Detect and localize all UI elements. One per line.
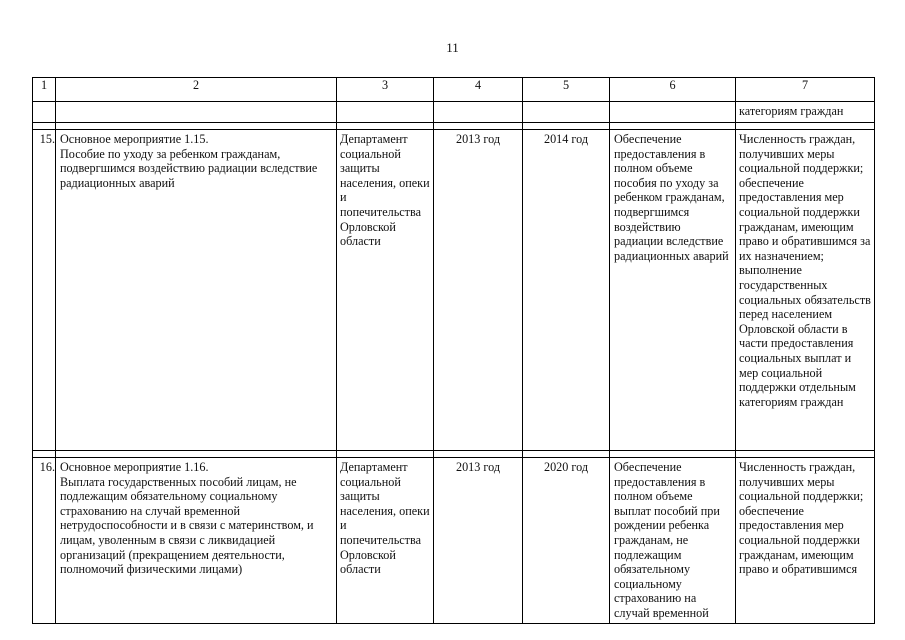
col-header-6: 6 <box>610 78 736 102</box>
continuation-row <box>33 102 875 123</box>
page-number: 11 <box>446 40 459 55</box>
expected-result: Обеспечение предоставления в полном объеме выплат пособий при рождении ребенка гражданам, не подлежащим обязательному социальному страхованию на случай временной <box>614 460 720 620</box>
col-header-3: 3 <box>337 78 434 102</box>
row-number: 15. <box>39 132 55 146</box>
program-table <box>32 77 875 624</box>
activity-title: Основное мероприятие 1.15. <box>60 132 209 146</box>
gap-row <box>33 451 875 458</box>
row-number: 16. <box>39 460 55 474</box>
col-header-4: 4 <box>434 78 523 102</box>
activity-description: Пособие по уходу за ребенком гражданам, подвергшимся воздействию радиации вследствие радиационных аварий <box>60 146 318 190</box>
indicator: Численность граждан, получивших меры социальной поддержки; обеспечение предоставления мер социальной поддержки гражданам, имеющим право и обратившимся <box>739 460 864 577</box>
activity-title: Основное мероприятие 1.16. <box>60 460 209 474</box>
continuation-text: категориям граждан <box>739 104 844 118</box>
indicator: Численность граждан, получивших меры социальной поддержки; обеспечение предоставления мер социальной поддержки гражданам, имеющим право и обратившимся за их назначением; выполнение государственных социальных обязательств перед населением Орловской области в части предоставления социальных выплат и мер социальной поддержки отдельным категориям граждан <box>739 132 871 409</box>
table-row <box>33 130 875 451</box>
start-year: 2013 год <box>455 132 501 146</box>
start-year: 2013 год <box>455 460 501 474</box>
executor: Департамент социальной защиты населения, опеки и попечительства Орловской области <box>340 132 430 249</box>
gap-row <box>33 123 875 130</box>
table-row <box>33 458 875 624</box>
activity-description: Выплата государственных пособий лицам, не подлежащим обязательному социальному страхованию на случай временной нетрудоспособности и в связи с материнством, и лицам, уволенным в связи с ликвидацией организаций (прекращением деятельности, полномочий физическими лицами) <box>60 474 314 577</box>
end-year: 2014 год <box>543 132 589 146</box>
col-header-5: 5 <box>523 78 610 102</box>
col-header-2: 2 <box>56 78 337 102</box>
executor: Департамент социальной защиты населения, опеки и попечительства Орловской области <box>340 460 430 577</box>
expected-result: Обеспечение предоставления в полном объеме пособия по уходу за ребенком гражданам, подвергшимся воздействию радиации вследствие радиационных аварий <box>614 132 729 263</box>
header-row <box>33 78 875 102</box>
col-header-7: 7 <box>736 78 875 102</box>
end-year: 2020 год <box>543 460 589 474</box>
col-header-1: 1 <box>33 78 56 102</box>
